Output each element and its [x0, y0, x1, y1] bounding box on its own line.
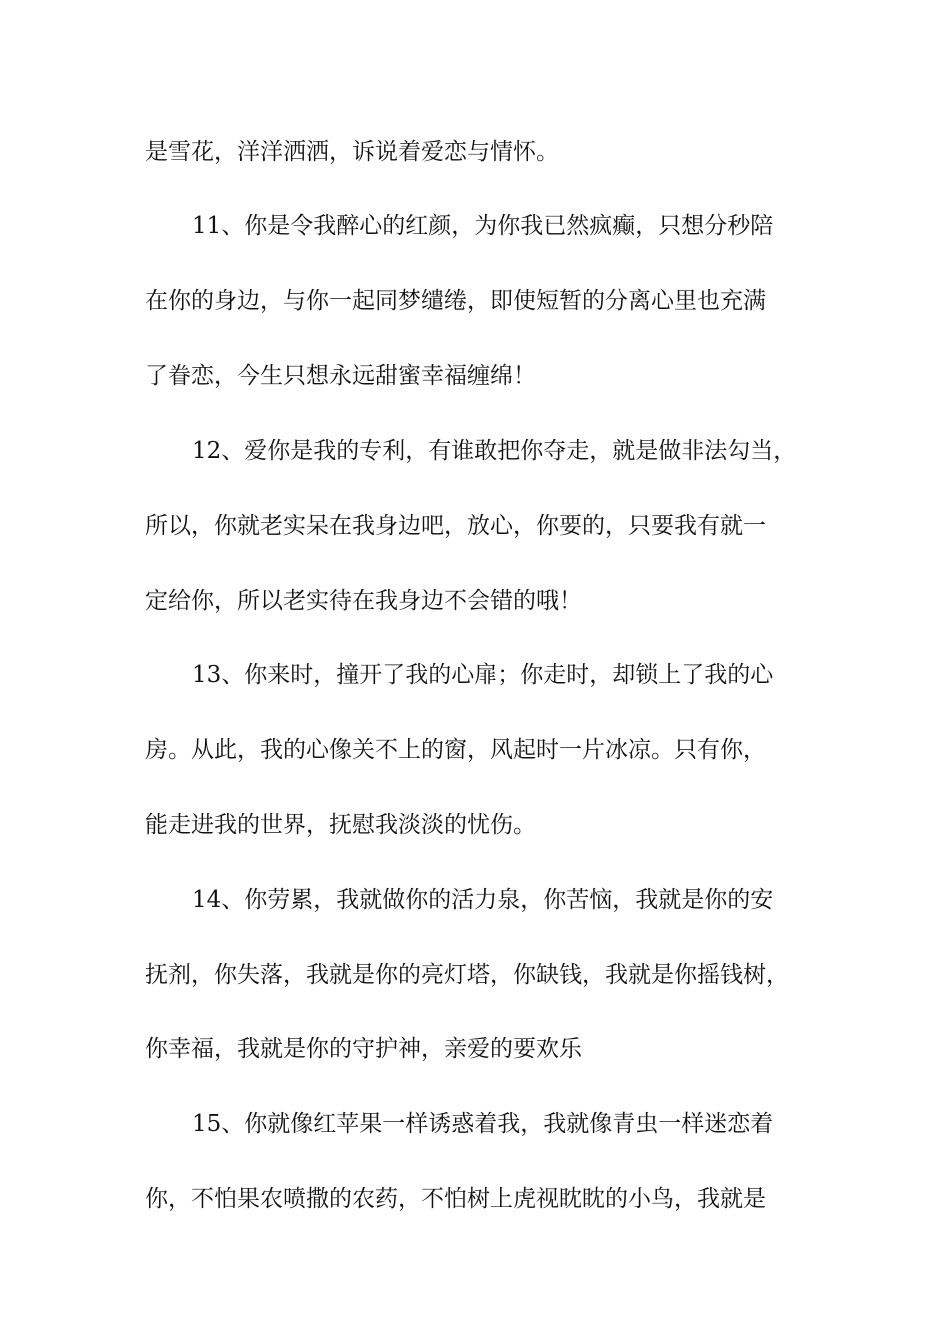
text-line: 你幸福，我就是你的守护神，亲爱的要欢乐: [145, 1036, 582, 1062]
text-line: 所以，你就老实呆在我身边吧，放心，你要的，只要我有就一: [145, 513, 766, 539]
text-line: 在你的身边，与你一起同梦缱绻，即使短暂的分离心里也充满: [145, 288, 766, 314]
text-line: 能走进我的世界，抚慰我淡淡的忧伤。: [145, 812, 536, 838]
text-line: 定给你，所以老实待在我身边不会错的哦！: [145, 588, 582, 614]
paragraph-15-line-1: 15、你就像红苹果一样诱惑着我，我就像青虫一样迷恋着: [192, 1111, 774, 1137]
text-line: 抚剂，你失落，我就是你的亮灯塔，你缺钱，我就是你摇钱树，: [145, 962, 789, 988]
paragraph-13-line-1: 13、你来时，撞开了我的心扉；你走时，却锁上了我的心: [192, 662, 774, 688]
paragraph-14-line-1: 14、你劳累，我就做你的活力泉，你苦恼，我就是你的安: [192, 887, 774, 913]
text-line: 是雪花，洋洋洒洒，诉说着爱恋与情怀。: [145, 139, 559, 165]
text-line: 房。从此，我的心像关不上的窗，风起时一片冰凉。只有你，: [145, 737, 766, 763]
text-line: 了眷恋，今生只想永远甜蜜幸福缠绵！: [145, 363, 536, 389]
paragraph-12-line-1: 12、爱你是我的专利，有谁敢把你夺走，就是做非法勾当，: [192, 438, 797, 464]
text-line: 你，不怕果农喷撒的农药，不怕树上虎视眈眈的小鸟，我就是: [145, 1186, 766, 1212]
paragraph-11-line-1: 11、你是令我醉心的红颜，为你我已然疯癫，只想分秒陪: [192, 213, 774, 239]
